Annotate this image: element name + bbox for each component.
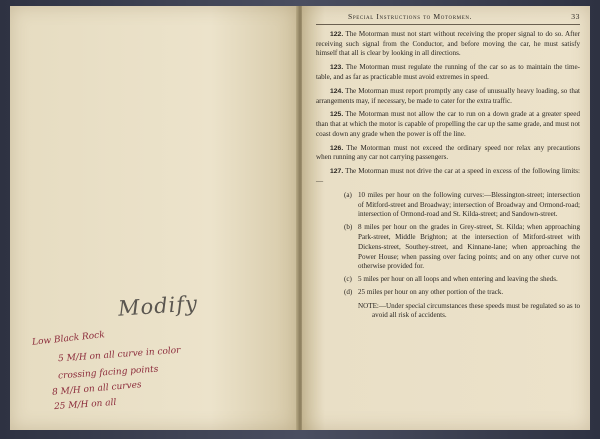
rule-paragraph — [316, 87, 580, 106]
limit-text: 5 miles per hour on all loops and when entering and leaving the sheds. — [358, 275, 558, 284]
limit-letter: (a) — [344, 190, 352, 199]
rule-text: The Motorman must not start without receiving the proper signal to do so. After receiving such signal from the Conductor, and before moving the car, he must satisfy himself that all is clear by looking in all directions. — [316, 30, 580, 58]
rule-paragraph — [316, 167, 580, 186]
header-rule — [316, 24, 580, 25]
rule-number: 123. — [330, 64, 344, 72]
limit-letter: (d) — [344, 288, 353, 297]
limit-text: 25 miles per hour on any other portion of the track. — [358, 288, 504, 297]
rule-paragraph — [316, 110, 580, 139]
speed-limit-item — [316, 191, 580, 220]
rule-text: The Motorman must report promptly any case of unusually heavy loading, so that arrangements may, if necessary, be made to cater for the extra traffic. — [316, 86, 580, 105]
speed-limit-item — [316, 288, 580, 298]
rule-number: 122. — [330, 31, 344, 38]
header-title: Special Instructions to Motormen. — [348, 12, 473, 21]
pencil-annotation: Modify — [117, 291, 199, 321]
speed-limit-item — [316, 275, 580, 285]
limit-letter: (b) — [344, 223, 353, 232]
ink-annotation-line: 25 M/H on all — [53, 397, 117, 413]
rule-text: The Motorman must not allow the car to run on a down grade at a greater speed than that at which the motor is capable of propelling the car up the same grade, and must not coast down any grade when the power is off the line. — [316, 110, 581, 138]
speed-note: NOTE:—Under special circumstances these speeds must be regulated so as to avoid all risk of accidents. — [358, 301, 580, 320]
rule-paragraph — [316, 30, 580, 59]
rule-number: 124. — [330, 87, 344, 95]
page-number: 33 — [571, 12, 580, 21]
speed-limit-item — [316, 223, 580, 272]
rule-number: 125. — [330, 111, 344, 119]
ink-annotation-line: 5 M/H on all curve in color — [57, 345, 181, 365]
limit-text: 8 miles per hour on the grades in Grey-street, St. Kilda; when approaching Park-street, Middle Brighton; at the intersection of Mitford-street with Dickens-street, Southey-street, and Kinnane-lane; when approaching the Power House; when passing over facing points; and on any other curve not otherwise provided for. — [358, 223, 580, 271]
rule-paragraph — [316, 63, 580, 82]
rule-text: The Motorman must not exceed the ordinary speed nor relax any precautions when running any car not carrying passengers. — [316, 143, 580, 162]
rule-number: 127. — [330, 168, 344, 176]
rule-paragraph — [316, 144, 580, 163]
rule-text: The Motorman must not drive the car at a speed in excess of the following limits:— — [316, 167, 580, 186]
rule-text: The Motorman must regulate the running of the car so as to maintain the time-table, and as far as practicable must avoid extremes in speed. — [316, 63, 580, 81]
limit-letter: (c) — [344, 275, 352, 284]
instructions-body — [316, 30, 580, 321]
limit-text: 10 miles per hour on the following curves:—Blessington-street; intersection of Mitford-street and Broadway; intersection of Broadway and Ormond-road; intersection of Ormond-road and St. Kilda-street; and Sandown-street. — [358, 190, 580, 219]
ink-annotation-line: 8 M/H on all curves — [51, 380, 143, 398]
ink-annotation-line: crossing facing points — [57, 364, 159, 382]
ink-annotation-line: Low Black Rock — [31, 330, 106, 348]
rule-number: 126. — [330, 144, 344, 152]
